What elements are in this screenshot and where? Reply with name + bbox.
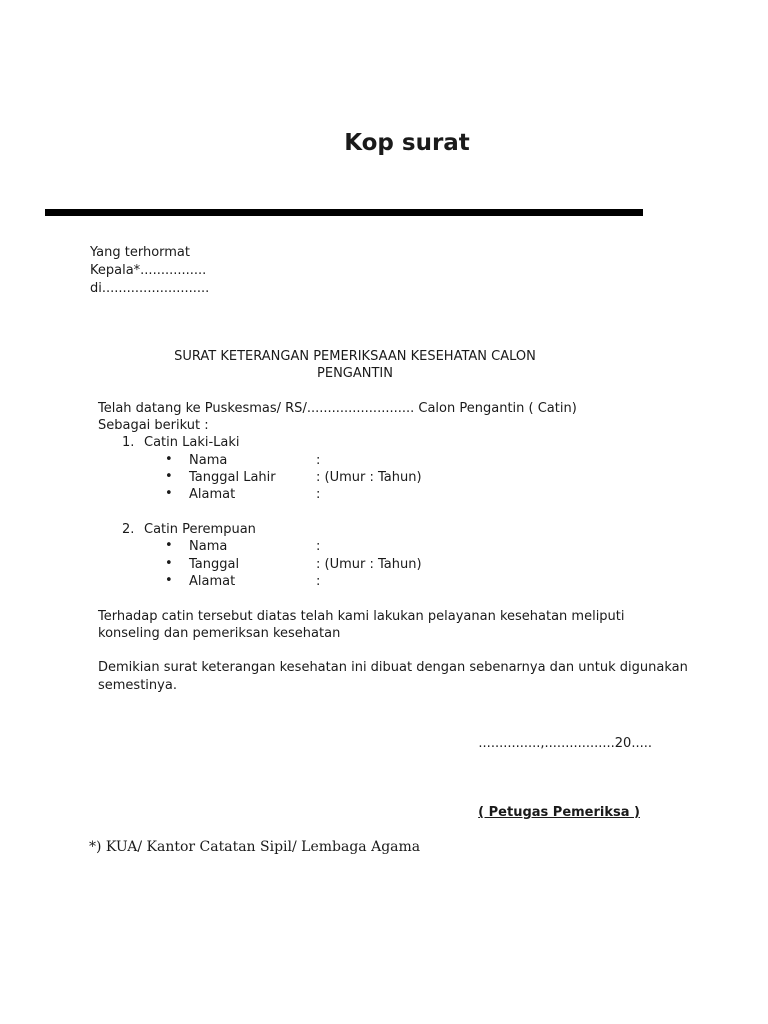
group-title-female: Catin Perempuan [144, 522, 256, 537]
address-line-head: Kepala*................ [90, 263, 207, 278]
bullet-icon: • [165, 573, 173, 588]
field-value: : [316, 487, 321, 502]
bullet-icon: • [165, 452, 173, 467]
document-heading-line1: SURAT KETERANGAN PEMERIKSAAN KESEHATAN CALON [174, 349, 536, 364]
field-value: : (Umur : Tahun) [316, 470, 422, 485]
field-value: : [316, 574, 321, 589]
services-paragraph-line2: konseling dan pemeriksan kesehatan [98, 626, 341, 641]
group-title-male: Catin Laki-Laki [144, 435, 240, 450]
field-label: Tanggal [189, 557, 240, 572]
bullet-icon: • [165, 486, 173, 501]
document-heading-line2: PENGANTIN [317, 366, 393, 381]
footnote: *) KUA/ Kantor Catatan Sipil/ Lembaga Agama [89, 839, 421, 855]
intro-line2: Sebagai berikut : [98, 418, 209, 433]
bullet-icon: • [165, 469, 173, 484]
field-value: : [316, 539, 321, 554]
field-value: : [316, 453, 321, 468]
letterhead-divider [45, 209, 643, 216]
closing-paragraph-line2: semestinya. [98, 678, 177, 693]
bullet-icon: • [165, 538, 173, 553]
group-number: 2. [122, 522, 135, 537]
field-value: : (Umur : Tahun) [316, 557, 422, 572]
field-label: Tanggal Lahir [189, 470, 276, 485]
address-line-recipient: Yang terhormat [90, 245, 190, 260]
field-label: Nama [189, 453, 228, 468]
date-place-line: ...............,.................20..... [478, 736, 652, 751]
signatory-label: ( Petugas Pemeriksa ) [478, 805, 640, 820]
field-label: Alamat [189, 574, 236, 589]
intro-line1: Telah datang ke Puskesmas/ RS/.......................... Calon Pengantin ( Catin) [98, 401, 577, 416]
address-line-location: di.......................... [90, 281, 210, 296]
bullet-icon: • [165, 556, 173, 571]
services-paragraph-line1: Terhadap catin tersebut diatas telah kami lakukan pelayanan kesehatan meliputi [98, 609, 625, 624]
group-number: 1. [122, 435, 135, 450]
field-label: Nama [189, 539, 228, 554]
field-label: Alamat [189, 487, 236, 502]
letterhead-title: Kop surat [344, 130, 470, 156]
closing-paragraph-line1: Demikian surat keterangan kesehatan ini dibuat dengan sebenarnya dan untuk digunakan [98, 660, 688, 675]
